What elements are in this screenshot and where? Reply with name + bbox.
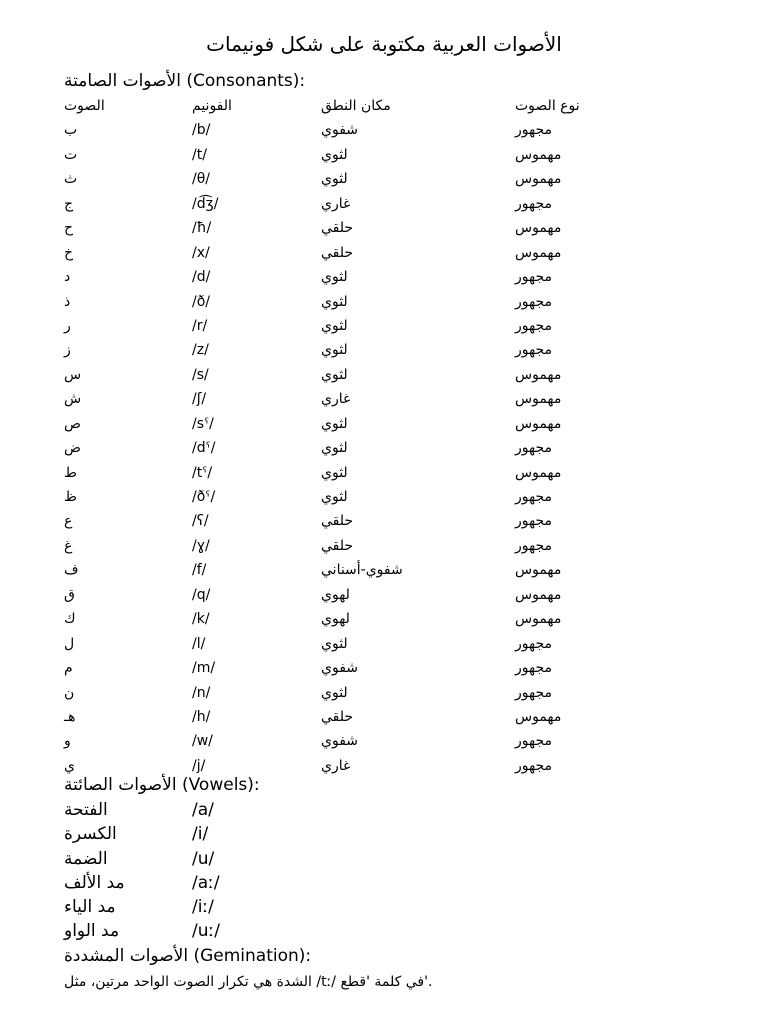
cell-place: لثوي	[321, 635, 348, 652]
table-row	[64, 509, 704, 533]
cell-sound: و	[64, 733, 71, 750]
cell-type: مهموس	[515, 220, 562, 237]
cell-sound: هـ	[64, 708, 76, 725]
cell-place: حلقي	[321, 513, 354, 530]
cell-place: لثوي	[321, 317, 348, 334]
cell-type: مجهور	[515, 537, 552, 554]
table-row	[64, 387, 704, 411]
list-item	[64, 798, 464, 822]
table-row	[64, 583, 704, 607]
vowel-name: مد الياء	[64, 897, 116, 918]
vowel-phoneme: /a/	[192, 800, 214, 820]
list-item	[64, 919, 464, 943]
table-row	[64, 729, 704, 753]
cell-type: مهموس	[515, 366, 562, 383]
cell-phoneme: /r/	[192, 317, 208, 334]
cell-sound: س	[64, 366, 82, 383]
table-row	[64, 338, 704, 362]
cell-type: مجهور	[515, 269, 552, 286]
cell-place: لهوي	[321, 611, 350, 628]
cell-sound: ظ	[64, 489, 77, 505]
table-row	[64, 485, 704, 509]
list-item	[64, 847, 464, 871]
cell-phoneme: /θ/	[192, 171, 210, 188]
cell-type: مجهور	[515, 440, 552, 457]
cell-sound: ن	[64, 684, 75, 701]
cell-sound: ر	[64, 317, 71, 334]
header-type: نوع الصوت	[515, 98, 580, 114]
page-title: الأصوات العربية مكتوبة على شكل فونيمات	[206, 32, 562, 56]
cell-sound: ت	[64, 146, 78, 163]
vowels-heading: الأصوات الصائتة (Vowels):	[64, 775, 260, 795]
vowel-phoneme: /u/	[192, 848, 215, 869]
cell-phoneme: /j/	[192, 757, 206, 774]
cell-phoneme: /s/	[192, 366, 209, 383]
cell-sound: ي	[64, 757, 75, 774]
cell-place: حلقي	[321, 537, 354, 554]
vowel-phoneme: /iː/	[192, 897, 214, 918]
table-row	[64, 167, 704, 191]
cell-place: لثوي	[321, 464, 348, 481]
gemination-heading: الأصوات المشددة (Gemination):	[64, 946, 312, 966]
cell-type: مهموس	[515, 171, 562, 188]
cell-phoneme: /w/	[192, 733, 213, 750]
cell-phoneme: /tˤ/	[192, 464, 213, 481]
cell-phoneme: /ð/	[192, 293, 210, 310]
header-phoneme: الفونيم	[192, 98, 232, 114]
cell-type: مجهور	[515, 293, 552, 310]
cell-type: مجهور	[515, 122, 552, 139]
vowel-phoneme: /i/	[192, 824, 209, 845]
gemination-note: الشدة هي تكرار الصوت الواحد مرتين، مثل /tː/ في كلمة 'قطع'.	[64, 974, 433, 990]
cell-sound: ز	[64, 342, 71, 359]
vowel-phoneme: /uː/	[192, 921, 220, 942]
table-row	[64, 143, 704, 167]
cell-sound: ل	[64, 635, 75, 652]
cell-phoneme: /d͡ʒ/	[192, 195, 219, 212]
vowel-name: الضمة	[64, 848, 108, 869]
table-row	[64, 534, 704, 558]
cell-sound: ع	[64, 513, 73, 530]
cell-place: لثوي	[321, 366, 348, 383]
cell-place: حلقي	[321, 220, 354, 237]
cell-sound: ف	[64, 562, 79, 579]
cell-place: شفوي	[321, 733, 359, 750]
vowels-table	[64, 798, 464, 944]
cell-sound: م	[64, 660, 73, 677]
header-sound: الصوت	[64, 98, 105, 114]
table-row	[64, 681, 704, 705]
cell-type: مجهور	[515, 489, 552, 505]
cell-type: مهموس	[515, 464, 562, 481]
cell-phoneme: /d/	[192, 269, 211, 286]
cell-phoneme: /t/	[192, 146, 207, 163]
cell-place: لثوي	[321, 415, 348, 432]
cell-type: مهموس	[515, 611, 562, 628]
table-row	[64, 216, 704, 240]
cell-sound: ض	[64, 440, 81, 457]
cell-phoneme: /l/	[192, 635, 206, 652]
cell-phoneme: /k/	[192, 611, 210, 628]
cell-type: مجهور	[515, 342, 552, 359]
cell-sound: ب	[64, 122, 78, 139]
cell-phoneme: /ħ/	[192, 220, 212, 237]
cell-place: لثوي	[321, 293, 348, 310]
table-row	[64, 412, 704, 436]
cell-sound: ش	[64, 391, 82, 408]
cell-type: مجهور	[515, 660, 552, 677]
cell-place: حلقي	[321, 708, 354, 725]
vowel-name: مد الواو	[64, 921, 120, 942]
cell-phoneme: /h/	[192, 708, 211, 725]
cell-place: لثوي	[321, 684, 348, 701]
cell-phoneme: /ɣ/	[192, 537, 210, 554]
cell-type: مهموس	[515, 415, 562, 432]
cell-place: غاري	[321, 391, 351, 408]
table-row	[64, 314, 704, 338]
cell-phoneme: /b/	[192, 122, 211, 139]
vowel-rows	[64, 798, 464, 944]
consonant-rows	[64, 118, 704, 778]
consonants-table	[64, 94, 704, 778]
list-item	[64, 895, 464, 919]
table-header-row	[64, 94, 704, 118]
vowel-name: مد الألف	[64, 872, 125, 893]
table-row	[64, 192, 704, 216]
list-item	[64, 822, 464, 846]
table-row	[64, 363, 704, 387]
vowel-name: الفتحة	[64, 800, 108, 820]
list-item	[64, 871, 464, 895]
cell-type: مهموس	[515, 244, 562, 261]
cell-place: لثوي	[321, 489, 348, 505]
cell-sound: غ	[64, 537, 73, 554]
cell-place: شفوي	[321, 122, 359, 139]
cell-sound: ك	[64, 611, 76, 628]
cell-type: مهموس	[515, 586, 562, 603]
cell-sound: ح	[64, 220, 74, 237]
cell-place: غاري	[321, 757, 351, 774]
table-row	[64, 705, 704, 729]
cell-phoneme: /ʃ/	[192, 391, 207, 408]
cell-sound: ص	[64, 415, 81, 432]
cell-phoneme: /ʕ/	[192, 513, 209, 530]
vowel-name: الكسرة	[64, 824, 117, 845]
cell-sound: ج	[64, 195, 74, 212]
table-row	[64, 118, 704, 142]
table-row	[64, 558, 704, 582]
table-row	[64, 290, 704, 314]
cell-phoneme: /m/	[192, 660, 216, 677]
cell-place: شفوي	[321, 660, 359, 677]
cell-type: مهموس	[515, 146, 562, 163]
table-row	[64, 607, 704, 631]
cell-phoneme: /ðˤ/	[192, 489, 216, 505]
cell-sound: ق	[64, 586, 75, 603]
cell-place: شفوي-أسناني	[321, 562, 403, 579]
cell-place: غاري	[321, 195, 351, 212]
cell-sound: ث	[64, 171, 78, 188]
cell-type: مجهور	[515, 635, 552, 652]
cell-type: مهموس	[515, 708, 562, 725]
cell-phoneme: /dˤ/	[192, 440, 216, 457]
cell-phoneme: /q/	[192, 586, 211, 603]
cell-sound: خ	[64, 244, 74, 261]
cell-place: لثوي	[321, 342, 348, 359]
consonants-heading: الأصوات الصامتة (Consonants):	[64, 71, 306, 91]
table-row	[64, 241, 704, 265]
table-row	[64, 632, 704, 656]
table-row	[64, 265, 704, 289]
table-row	[64, 656, 704, 680]
cell-type: مجهور	[515, 733, 552, 750]
cell-sound: د	[64, 269, 71, 286]
cell-type: مجهور	[515, 684, 552, 701]
vowel-phoneme: /aː/	[192, 872, 220, 893]
cell-place: لثوي	[321, 440, 348, 457]
cell-type: مهموس	[515, 391, 562, 408]
cell-type: مجهور	[515, 317, 552, 334]
table-row	[64, 436, 704, 460]
header-place: مكان النطق	[321, 98, 391, 114]
cell-type: مجهور	[515, 513, 552, 530]
cell-phoneme: /x/	[192, 244, 210, 261]
cell-phoneme: /sˤ/	[192, 415, 214, 432]
cell-phoneme: /f/	[192, 562, 207, 579]
table-row	[64, 461, 704, 485]
cell-sound: ط	[64, 464, 77, 481]
cell-place: لثوي	[321, 146, 348, 163]
cell-phoneme: /z/	[192, 342, 209, 359]
cell-type: مجهور	[515, 195, 552, 212]
cell-place: حلقي	[321, 244, 354, 261]
cell-place: لثوي	[321, 171, 348, 188]
cell-place: لثوي	[321, 269, 348, 286]
cell-type: مجهور	[515, 757, 552, 774]
cell-type: مهموس	[515, 562, 562, 579]
cell-sound: ذ	[64, 293, 71, 310]
cell-place: لهوي	[321, 586, 350, 603]
cell-phoneme: /n/	[192, 684, 211, 701]
